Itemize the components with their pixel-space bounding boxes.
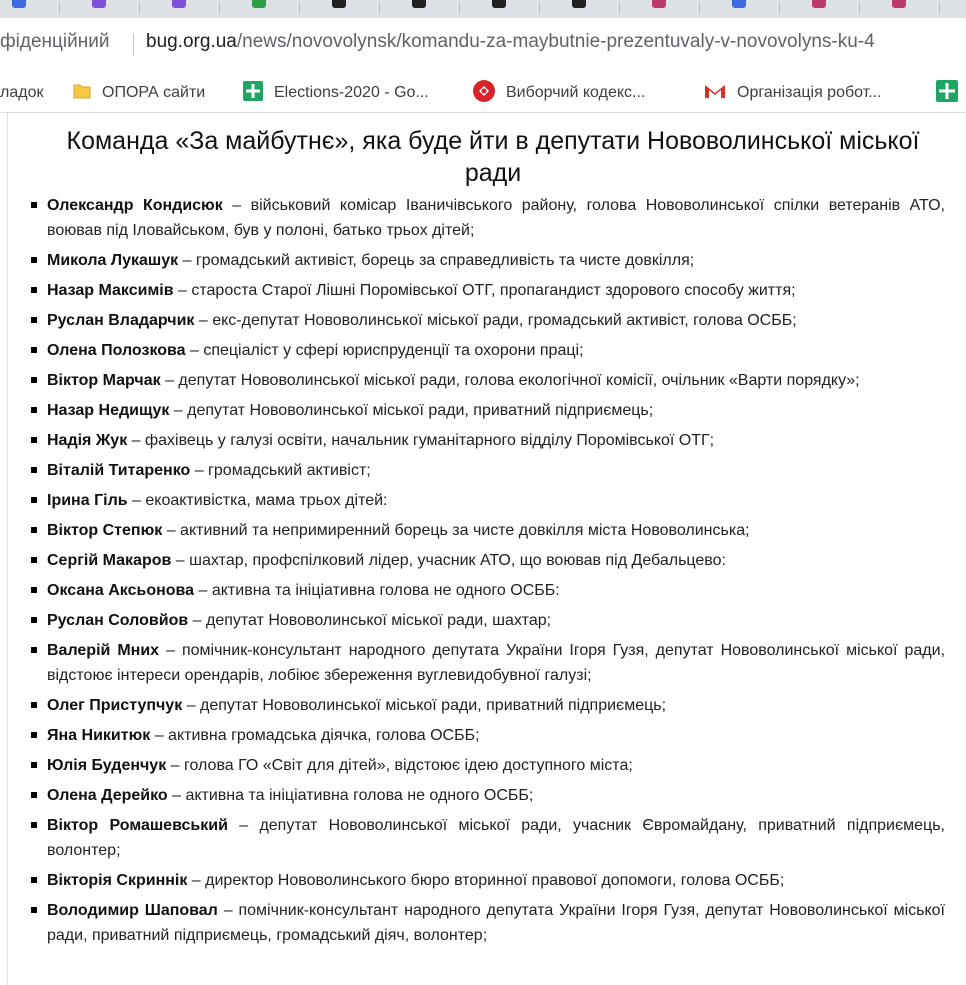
list-item	[47, 398, 945, 423]
candidate-name: Юлія Буденчук	[47, 757, 167, 774]
url-host: bug.org.ua	[146, 31, 237, 52]
tab-favicon-icon	[92, 0, 106, 8]
list-item	[47, 638, 945, 688]
list-item	[47, 548, 945, 573]
page-title: Команда «За майбутнє», яка буде йти в депутати Нововолинської міської ради	[66, 127, 920, 187]
list-item	[47, 783, 945, 808]
sheets-icon	[242, 80, 264, 107]
url-path: /news/novovolynsk/komandu-za-maybutnie-prezentuvaly-v-novovolyns-ku-4	[236, 31, 875, 52]
candidate-name: Яна Никитюк	[47, 727, 151, 744]
candidate-description: – активна та ініціативна голова не одного ОСББ:	[194, 582, 560, 599]
bookmark-label: Виборчий кодекс...	[506, 84, 646, 101]
candidate-name: Назар Недищук	[47, 402, 170, 419]
bookmark-item[interactable]	[0, 82, 43, 104]
list-item	[47, 693, 945, 718]
candidate-description: – староста Старої Лішні Поромівської ОТГ, пропагандист здорового способу життя;	[173, 282, 796, 299]
tab-separator	[779, 2, 780, 14]
tab-separator	[299, 2, 300, 14]
candidate-description: – військовий комісар Іваничівського району, голова Нововолинської спілки ветеранів АТО, воював під Іловайськом, був у полоні, батько трьох дітей;	[47, 197, 945, 239]
bookmark-label: Організація робот...	[737, 84, 882, 101]
list-item	[47, 488, 945, 513]
browser-tab[interactable]	[702, 0, 780, 18]
browser-tab[interactable]	[542, 0, 620, 18]
page-content	[0, 113, 966, 985]
list-item	[47, 338, 945, 363]
candidate-description: – помічник-консультант народного депутата України Ігоря Гузя, депутат Нововолинської міської ради, відстоює інтереси орендарів, лобіює збереження вуглевидобувної галузі;	[47, 642, 946, 684]
candidate-description: – екс-депутат Нововолинської міської ради, громадський активіст, голова ОСББ;	[194, 312, 797, 329]
candidate-description: – активний та непримиренний борець за чисте довкілля міста Нововолинська;	[162, 522, 750, 539]
address-divider	[133, 34, 134, 56]
tab-favicon-icon	[252, 0, 266, 8]
candidate-name: Ірина Гіль	[47, 492, 128, 509]
address-bar[interactable]	[0, 18, 966, 76]
candidate-description: – депутат Нововолинської міської ради, приватний підприємець;	[182, 697, 667, 714]
left-border	[7, 113, 8, 985]
list-item	[47, 278, 945, 303]
bookmark-label: ладок	[0, 84, 44, 101]
candidate-name: Віктор Ромашевський	[47, 817, 228, 834]
candidate-description: – активна та ініціативна голова не одного ОСББ;	[167, 787, 534, 804]
list-item	[47, 723, 945, 748]
candidate-name: Віктор Степюк	[47, 522, 163, 539]
connection-security-label[interactable]: фіденційний	[0, 31, 110, 52]
list-item	[47, 578, 945, 603]
candidate-name: Оксана Аксьонова	[47, 582, 195, 599]
tab-separator	[859, 2, 860, 14]
browser-tab[interactable]	[0, 0, 60, 18]
gmail-icon	[703, 82, 727, 105]
tab-separator	[219, 2, 220, 14]
list-item	[47, 458, 945, 483]
candidate-description: – депутат Нововолинської міської ради, учасник Євромайдану, приватний підприємець, волонтер;	[47, 817, 945, 859]
browser-tab[interactable]	[862, 0, 940, 18]
tab-separator	[539, 2, 540, 14]
list-item	[47, 753, 945, 778]
list-item	[47, 518, 945, 543]
browser-tab[interactable]	[142, 0, 220, 18]
candidate-description: – депутат Нововолинської міської ради, голова екологічної комісії, очільник «Варти порядку»;	[160, 372, 860, 389]
candidate-name: Назар Максимів	[47, 282, 174, 299]
tab-strip	[0, 0, 966, 18]
bookmark-label: Elections-2020 - Go...	[274, 84, 429, 101]
candidate-name: Валерій Мних	[47, 642, 160, 659]
candidate-description: – директор Нововолинського бюро вторинної правової допомоги, голова ОСББ;	[187, 872, 785, 889]
tab-favicon-icon	[812, 0, 826, 8]
candidate-description: – екоактивістка, мама трьох дітей:	[127, 492, 388, 509]
bookmark-sheets[interactable]	[935, 82, 966, 104]
url-text[interactable]	[146, 31, 875, 53]
candidate-name: Надія Жук	[47, 432, 128, 449]
candidate-name: Олена Дерейко	[47, 787, 168, 804]
sheets-icon	[935, 79, 959, 108]
tab-favicon-icon	[412, 0, 426, 8]
tab-favicon-icon	[492, 0, 506, 8]
list-item	[47, 368, 945, 393]
tab-separator	[139, 2, 140, 14]
candidate-name: Сергій Макаров	[47, 552, 172, 569]
candidate-description: – спеціаліст у сфері юриспруденції та охорони праці;	[185, 342, 584, 359]
folder-icon	[72, 81, 92, 106]
list-item	[47, 193, 945, 243]
bookmark-vyborchyi-kodeks[interactable]	[472, 82, 645, 104]
candidate-description: – громадський активіст;	[190, 462, 371, 479]
bookmark-folder-opora[interactable]	[72, 82, 205, 104]
candidate-name: Віктор Марчак	[47, 372, 161, 389]
site-icon	[472, 79, 496, 108]
tab-favicon-icon	[892, 0, 906, 8]
list-item	[47, 248, 945, 273]
candidate-description: – активна громадська діячка, голова ОСББ;	[150, 727, 480, 744]
candidate-name: Олена Полозкова	[47, 342, 186, 359]
candidate-description: – депутат Нововолинської міської ради, приватний підприємець;	[169, 402, 654, 419]
browser-tab[interactable]	[222, 0, 300, 18]
tab-separator	[379, 2, 380, 14]
browser-tab[interactable]	[622, 0, 700, 18]
browser-tab[interactable]	[382, 0, 460, 18]
candidate-name: Руслан Соловйов	[47, 612, 189, 629]
bookmark-elections-2020[interactable]	[242, 82, 429, 104]
tab-favicon-icon	[572, 0, 586, 8]
tab-favicon-icon	[652, 0, 666, 8]
bookmarks-bar	[0, 76, 966, 113]
bookmark-gmail[interactable]	[703, 82, 882, 104]
browser-tab[interactable]	[62, 0, 140, 18]
candidate-name: Микола Лукашук	[47, 252, 179, 269]
candidate-description: – голова ГО «Світ для дітей», відстоює ідею доступного міста;	[166, 757, 633, 774]
list-item	[47, 898, 945, 948]
browser-tab[interactable]	[782, 0, 860, 18]
tab-favicon-icon	[172, 0, 186, 8]
list-item	[47, 428, 945, 453]
candidate-description: – фахівець у галузі освіти, начальник гуманітарного відділу Поромівської ОТГ;	[127, 432, 715, 449]
list-item	[47, 308, 945, 333]
browser-tab[interactable]	[462, 0, 540, 18]
candidate-name: Олександр Кондисюк	[47, 197, 223, 214]
tab-separator	[619, 2, 620, 14]
candidate-name: Руслан Владарчик	[47, 312, 195, 329]
tab-separator	[699, 2, 700, 14]
browser-tab[interactable]	[302, 0, 380, 18]
candidate-name: Володимир Шаповал	[47, 902, 218, 919]
tab-favicon-icon	[732, 0, 746, 8]
list-item	[47, 608, 945, 633]
candidate-description: – шахтар, профспілковий лідер, учасник АТО, що воював під Дебальцево:	[171, 552, 726, 569]
list-item	[47, 868, 945, 893]
candidate-description: – помічник-консультант народного депутата України Ігоря Гузя, депутат Нововолинської міської ради, приватний підприємець, громадський діяч, волонтер;	[47, 902, 945, 944]
tab-separator	[459, 2, 460, 14]
candidate-description: – депутат Нововолинської міської ради, шахтар;	[188, 612, 552, 629]
candidate-name: Віталій Титаренко	[47, 462, 191, 479]
tab-favicon-icon	[332, 0, 346, 8]
list-item	[47, 813, 945, 863]
bookmark-label: ОПОРА сайти	[102, 84, 206, 101]
candidate-description: – громадський активіст, борець за справедливість та чисте довкілля;	[178, 252, 695, 269]
tab-separator	[59, 2, 60, 14]
candidate-name: Вікторія Скриннік	[47, 872, 188, 889]
candidate-list	[47, 193, 945, 953]
tab-separator	[939, 2, 940, 14]
candidate-name: Олег Приступчук	[47, 697, 183, 714]
tab-favicon-icon	[12, 0, 26, 8]
